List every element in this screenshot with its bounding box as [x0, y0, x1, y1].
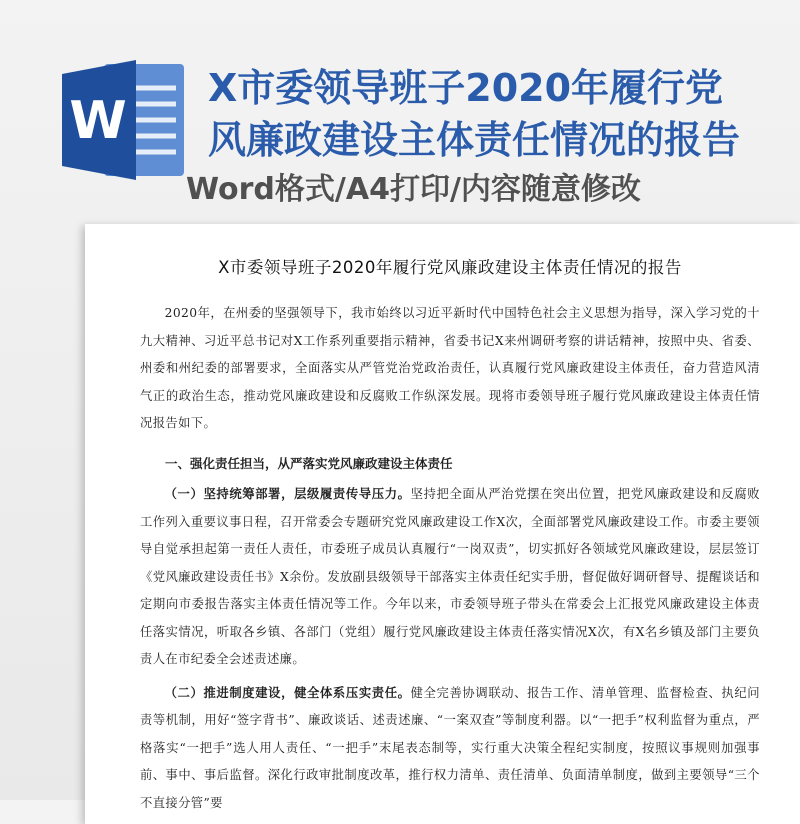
intro-paragraph: 2020年，在州委的坚强领导下，我市始终以习近平新时代中国特色社会主义思想为指导，深入学习党的十九大精神、习近平总书记对X工作系列重要指示精神，省委书记X来州调研考察的讲话精神，按照中央、省委、州委和州纪委的部署要求，全面落实从严管党治党政治责任，认真履行党风廉政建设主体责任，奋力营造风清气正的政治生态，推动党风廉政建设和反腐败工作纵深发展。现将市委领导班子履行党风廉政建设主体责任情况报告如下。	[140, 306, 760, 430]
item-2-paragraph	[140, 680, 760, 818]
document-title: X市委领导班子2020年履行党风廉政建设主体责任情况的报告	[218, 258, 682, 277]
word-icon	[60, 58, 188, 182]
item-1-paragraph	[140, 481, 760, 674]
banner-title	[208, 62, 788, 166]
item-1-body: 坚持把全面从严治党摆在突出位置，把党风廉政建设和反腐败工作列入重要议事日程，召开常委会专题研究党风廉政建设工作X次，全面部署党风廉政建设工作。市委主要领导自觉承担起第一责任人责任，市委班子成员认真履行“一岗双责”，切实抓好各领域党风廉政建设，层层签订《党风廉政建设责任书》X余份。发放副县级领导干部落实主体责任纪实手册，督促做好调研督导、提醒谈话和定期向市委报告落实主体责任情况等工作。今年以来，市委领导班子带头在常委会上汇报党风廉政建设主体责任落实情况，听取各乡镇、各部门（党组）履行党风廉政建设主体责任落实情况X次，有X名乡镇及部门主要负责人在市纪委全会述责述廉。	[140, 487, 760, 666]
section-heading: 一、强化责任担当，从严落实党风廉政建设主体责任	[165, 455, 453, 471]
item-1-lead: （一）坚持统筹部署，层级履责传导压力。	[164, 487, 411, 501]
banner-subtitle: Word格式/A4打印/内容随意修改	[186, 172, 641, 207]
document-page	[85, 224, 800, 824]
item-2-lead: （二）推进制度建设，健全体系压实责任。	[164, 685, 411, 700]
item-2-body: 健全完善协调联动、报告工作、清单管理、监督检查、执纪问责等机制，用好“签字背书”、廉政谈话、述责述廉、“一案双查”等制度利器。以“一把手”权利监督为重点，严格落实“一把手”选人用人责任、“一把手”末尾表态制等，实行重大决策全程纪实制度，按照议事规则加强事前、事中、事后监督。深化行政审批制度改革，推行权力清单、责任清单、负面清单制度，做到主要领导“三个不直接分管”要	[140, 685, 760, 810]
banner-title-line-2: 风廉政建设主体责任情况的报告	[208, 118, 741, 162]
banner-title-line-1: X市委领导班子2020年履行党	[208, 66, 724, 110]
word-logo-letter: W	[69, 91, 127, 151]
word-logo	[60, 58, 188, 182]
